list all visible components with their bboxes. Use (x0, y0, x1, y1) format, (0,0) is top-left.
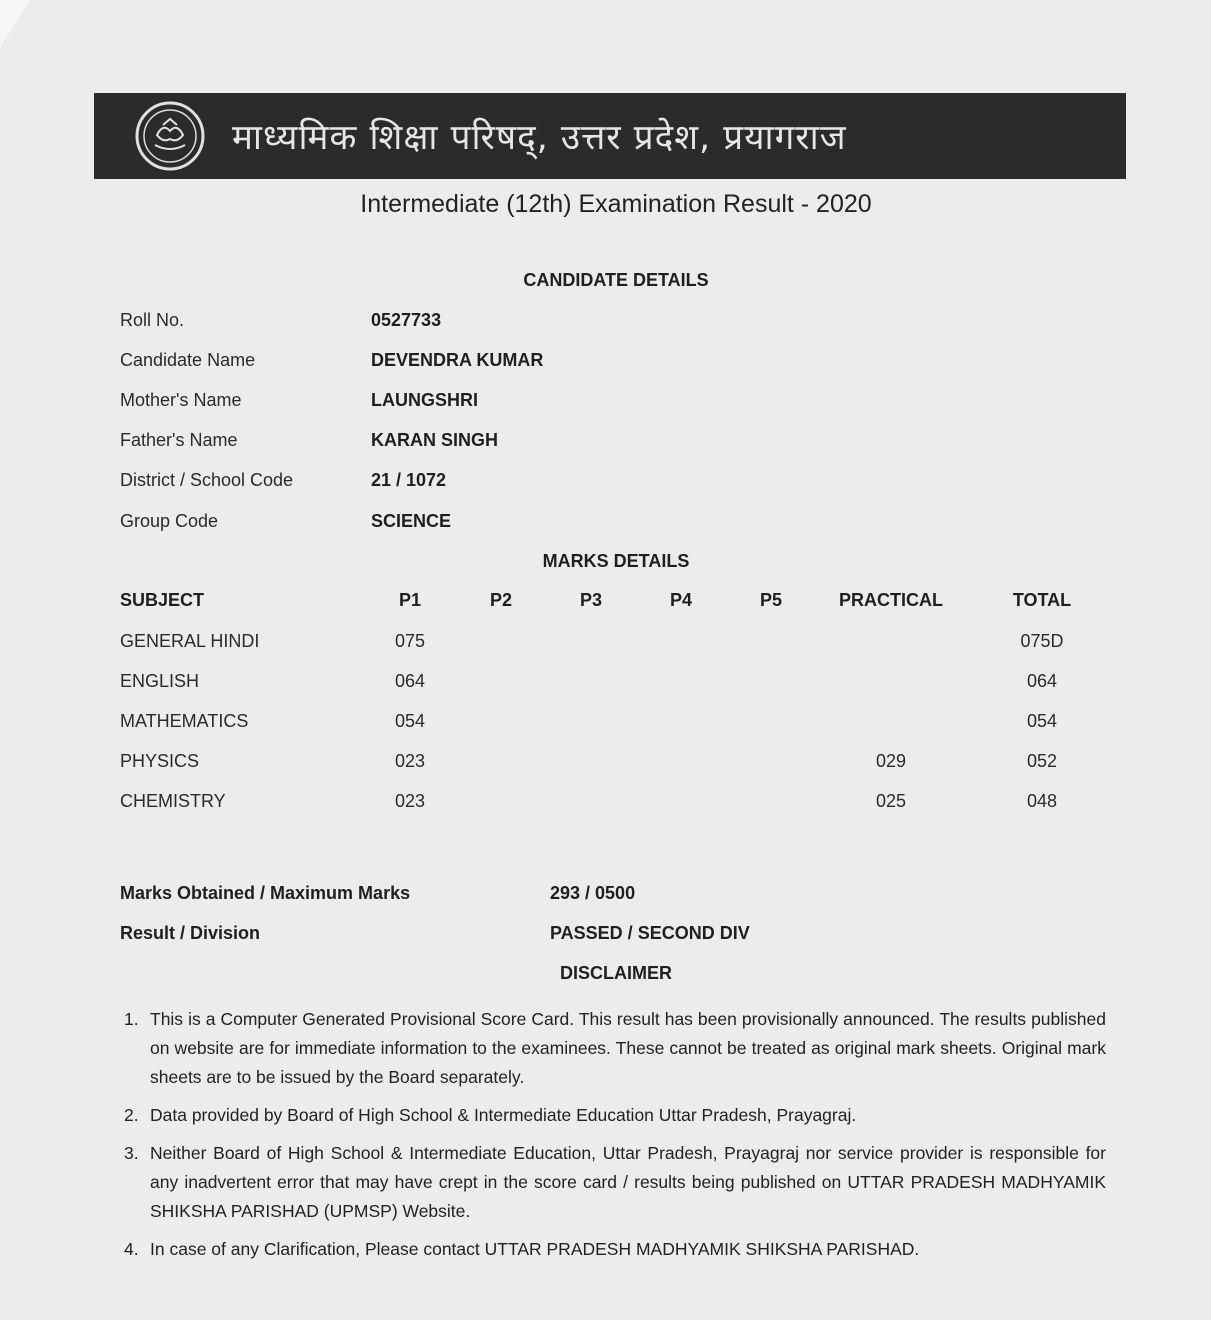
table-row (0, 791, 1211, 815)
column-header-p2: P2 (489, 590, 513, 610)
table-row (0, 711, 1211, 735)
father-name-label: Father's Name (120, 430, 238, 450)
p1-cell: 054 (394, 711, 426, 731)
marks-obtained-value: 293 / 0500 (550, 883, 636, 903)
disclaimer-item (120, 1139, 1106, 1226)
column-header-subject: SUBJECT (120, 590, 205, 610)
disclaimer-item-number: 3. (124, 1143, 139, 1163)
column-header-p5: P5 (759, 590, 783, 610)
disclaimer-list (120, 1005, 1106, 1273)
total-cell: 064 (1026, 671, 1058, 691)
district-school-code-value: 21 / 1072 (371, 470, 447, 490)
practical-cell: 029 (875, 751, 907, 771)
total-cell: 052 (1026, 751, 1058, 771)
subject-cell: ENGLISH (120, 671, 200, 691)
disclaimer-item-number: 2. (124, 1105, 139, 1125)
candidate-name-label: Candidate Name (120, 350, 256, 370)
table-row (0, 671, 1211, 695)
total-cell: 075D (1020, 631, 1064, 651)
group-code-label: Group Code (120, 511, 219, 531)
column-header-total: TOTAL (1012, 590, 1072, 610)
total-cell: 054 (1026, 711, 1058, 731)
table-row (0, 631, 1211, 655)
p1-cell: 023 (394, 751, 426, 771)
mother-name-label: Mother's Name (120, 390, 242, 410)
p1-cell: 064 (394, 671, 426, 691)
exam-title: Intermediate (12th) Examination Result - 2020 (360, 190, 872, 218)
column-header-p3: P3 (579, 590, 603, 610)
total-cell: 048 (1026, 791, 1058, 811)
table-row (0, 751, 1211, 775)
district-school-code-label: District / School Code (120, 470, 294, 490)
page-corner-fold (0, 0, 30, 48)
disclaimer-item-text: Neither Board of High School & Intermediate Education, Uttar Pradesh, Prayagraj nor service provider is responsible for any inadvertent error that may have crept in the score card / results being published on UTTAR PRADESH MADHYAMIK SHIKSHA PARISHAD (UPMSP) Website. (150, 1143, 1106, 1221)
result-division-label: Result / Division (120, 923, 261, 943)
board-name-hindi: माध्यमिक शिक्षा परिषद्, उत्तर प्रदेश, प्रयागराज (232, 117, 847, 158)
candidate-name-value: DEVENDRA KUMAR (371, 350, 544, 370)
subject-cell: MATHEMATICS (120, 711, 249, 731)
disclaimer-title: DISCLAIMER (560, 963, 672, 983)
column-header-p4: P4 (669, 590, 693, 610)
p1-cell: 075 (394, 631, 426, 651)
column-header-practical: PRACTICAL (839, 590, 943, 610)
disclaimer-item-text: Data provided by Board of High School & Intermediate Education Uttar Pradesh, Prayagraj. (150, 1105, 857, 1125)
disclaimer-item-number: 4. (124, 1239, 139, 1259)
marks-details-title: MARKS DETAILS (542, 551, 690, 571)
roll-no-value: 0527733 (371, 310, 442, 330)
result-division-value: PASSED / SECOND DIV (550, 923, 750, 943)
disclaimer-item-text: In case of any Clarification, Please contact UTTAR PRADESH MADHYAMIK SHIKSHA PARISHAD. (150, 1239, 920, 1259)
disclaimer-item (120, 1005, 1106, 1092)
disclaimer-item (120, 1101, 1106, 1130)
subject-cell: CHEMISTRY (120, 791, 226, 811)
roll-no-label: Roll No. (120, 310, 185, 330)
disclaimer-item (120, 1235, 1106, 1264)
group-code-value: SCIENCE (371, 511, 452, 531)
practical-cell: 025 (875, 791, 907, 811)
mother-name-value: LAUNGSHRI (371, 390, 478, 410)
column-header-p1: P1 (398, 590, 422, 610)
up-government-seal-icon (135, 101, 205, 171)
marks-obtained-label: Marks Obtained / Maximum Marks (120, 883, 411, 903)
disclaimer-item-text: This is a Computer Generated Provisional Score Card. This result has been provisionally announced. The results published on website are for immediate information to the examinees. These cannot be treated as original mark sheets. Original mark sheets are to be issued by the Board separately. (150, 1009, 1106, 1087)
subject-cell: PHYSICS (120, 751, 200, 771)
father-name-value: KARAN SINGH (371, 430, 499, 450)
disclaimer-item-number: 1. (124, 1009, 139, 1029)
p1-cell: 023 (394, 791, 426, 811)
candidate-details-title: CANDIDATE DETAILS (523, 270, 709, 290)
subject-cell: GENERAL HINDI (120, 631, 260, 651)
header-banner (94, 93, 1126, 179)
